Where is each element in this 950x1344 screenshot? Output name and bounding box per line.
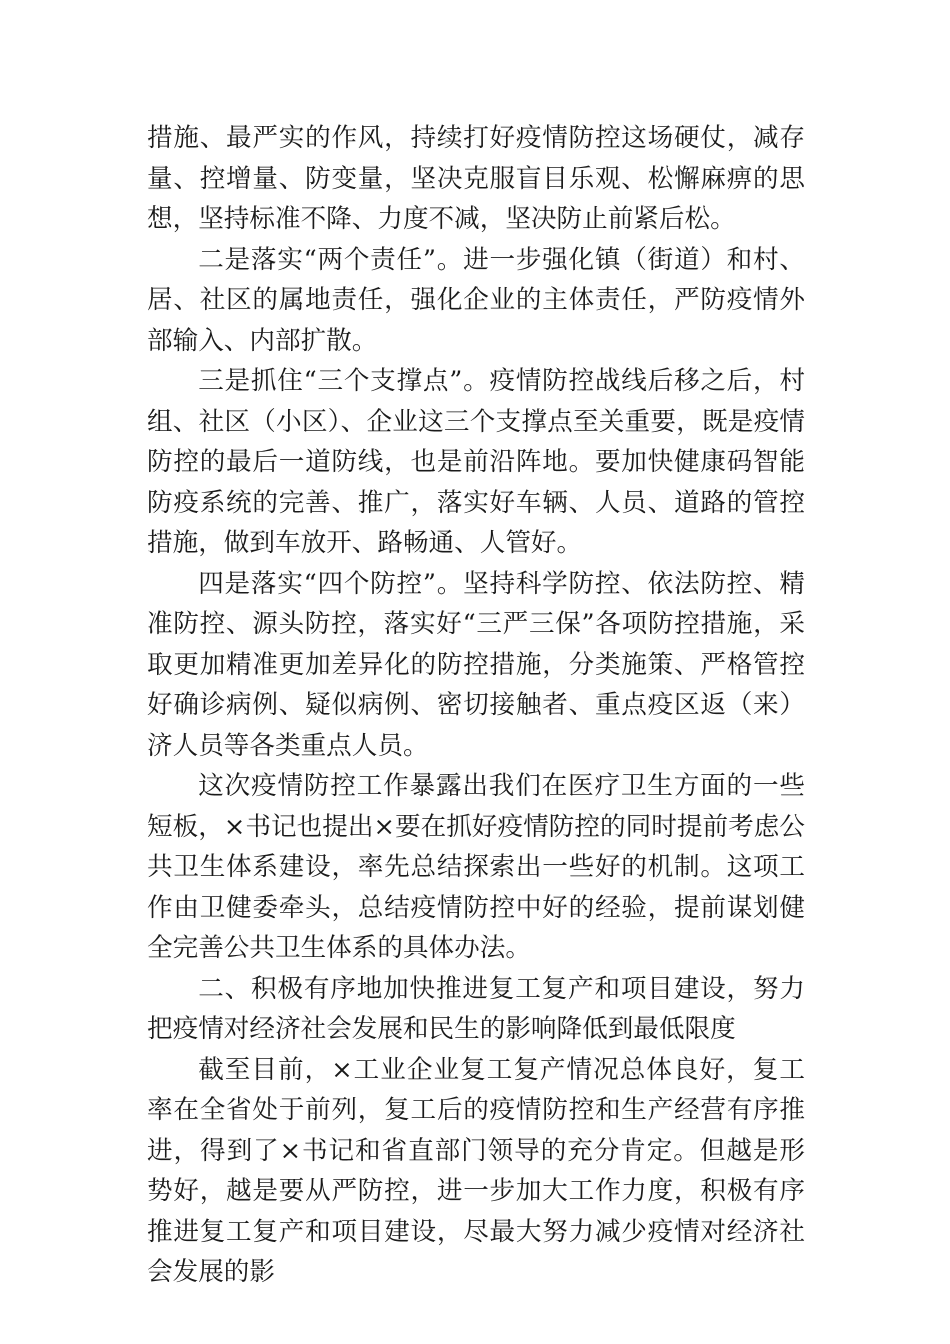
paragraph-5: 这次疫情防控工作暴露出我们在医疗卫生方面的一些短板，×书记也提出×要在抓好疫情防控的同时提前考虑公共卫生体系建设，率先总结探索出一些好的机制。这项工作由卫健委牵头，总结疫情防控中好的经验，提前谋划健全完善公共卫生体系的具体办法。 [147,771,805,963]
paragraph-3: 三是抓住“三个支撑点”。疫情防控战线后移之后，村组、社区（小区）、企业这三个支撑点至关重要，既是疫情防控的最后一道防线，也是前沿阵地。要加快健康码智能防疫系统的完善、推广，落实好车辆、人员、道路的管控措施，做到车放开、路畅通、人管好。 [147,366,805,558]
paragraph-4: 四是落实“四个防控”。坚持科学防控、依法防控、精准防控、源头防控，落实好“三严三保”各项防控措施，采取更加精准更加差异化的防控措施，分类施策、严格管控好确诊病例、疑似病例、密切接触者、重点疫区返（来）济人员等各类重点人员。 [147,568,805,761]
paragraph-1: 措施、最严实的作风，持续打好疫情防控这场硬仗，减存量、控增量、防变量，坚决克服盲目乐观、松懈麻痹的思想，坚持标准不降、力度不减，坚决防止前紧后松。 [147,123,805,234]
paragraph-7: 截至目前，×工业企业复工复产情况总体良好，复工率在全省处于前列，复工后的疫情防控和生产经营有序推进，得到了×书记和省直部门领导的充分肯定。但越是形势好，越是要从严防控，进一步加大工作力度，积极有序推进复工复产和项目建设，尽最大努力减少疫情对经济社会发展的影 [147,1054,805,1287]
paragraph-2: 二是落实“两个责任”。进一步强化镇（街道）和村、居、社区的属地责任，强化企业的主体责任，严防疫情外部输入、内部扩散。 [147,244,805,356]
section-heading-2: 二、积极有序地加快推进复工复产和项目建设，努力把疫情对经济社会发展和民生的影响降低到最低限度 [147,973,805,1044]
document-body [147,118,805,1293]
